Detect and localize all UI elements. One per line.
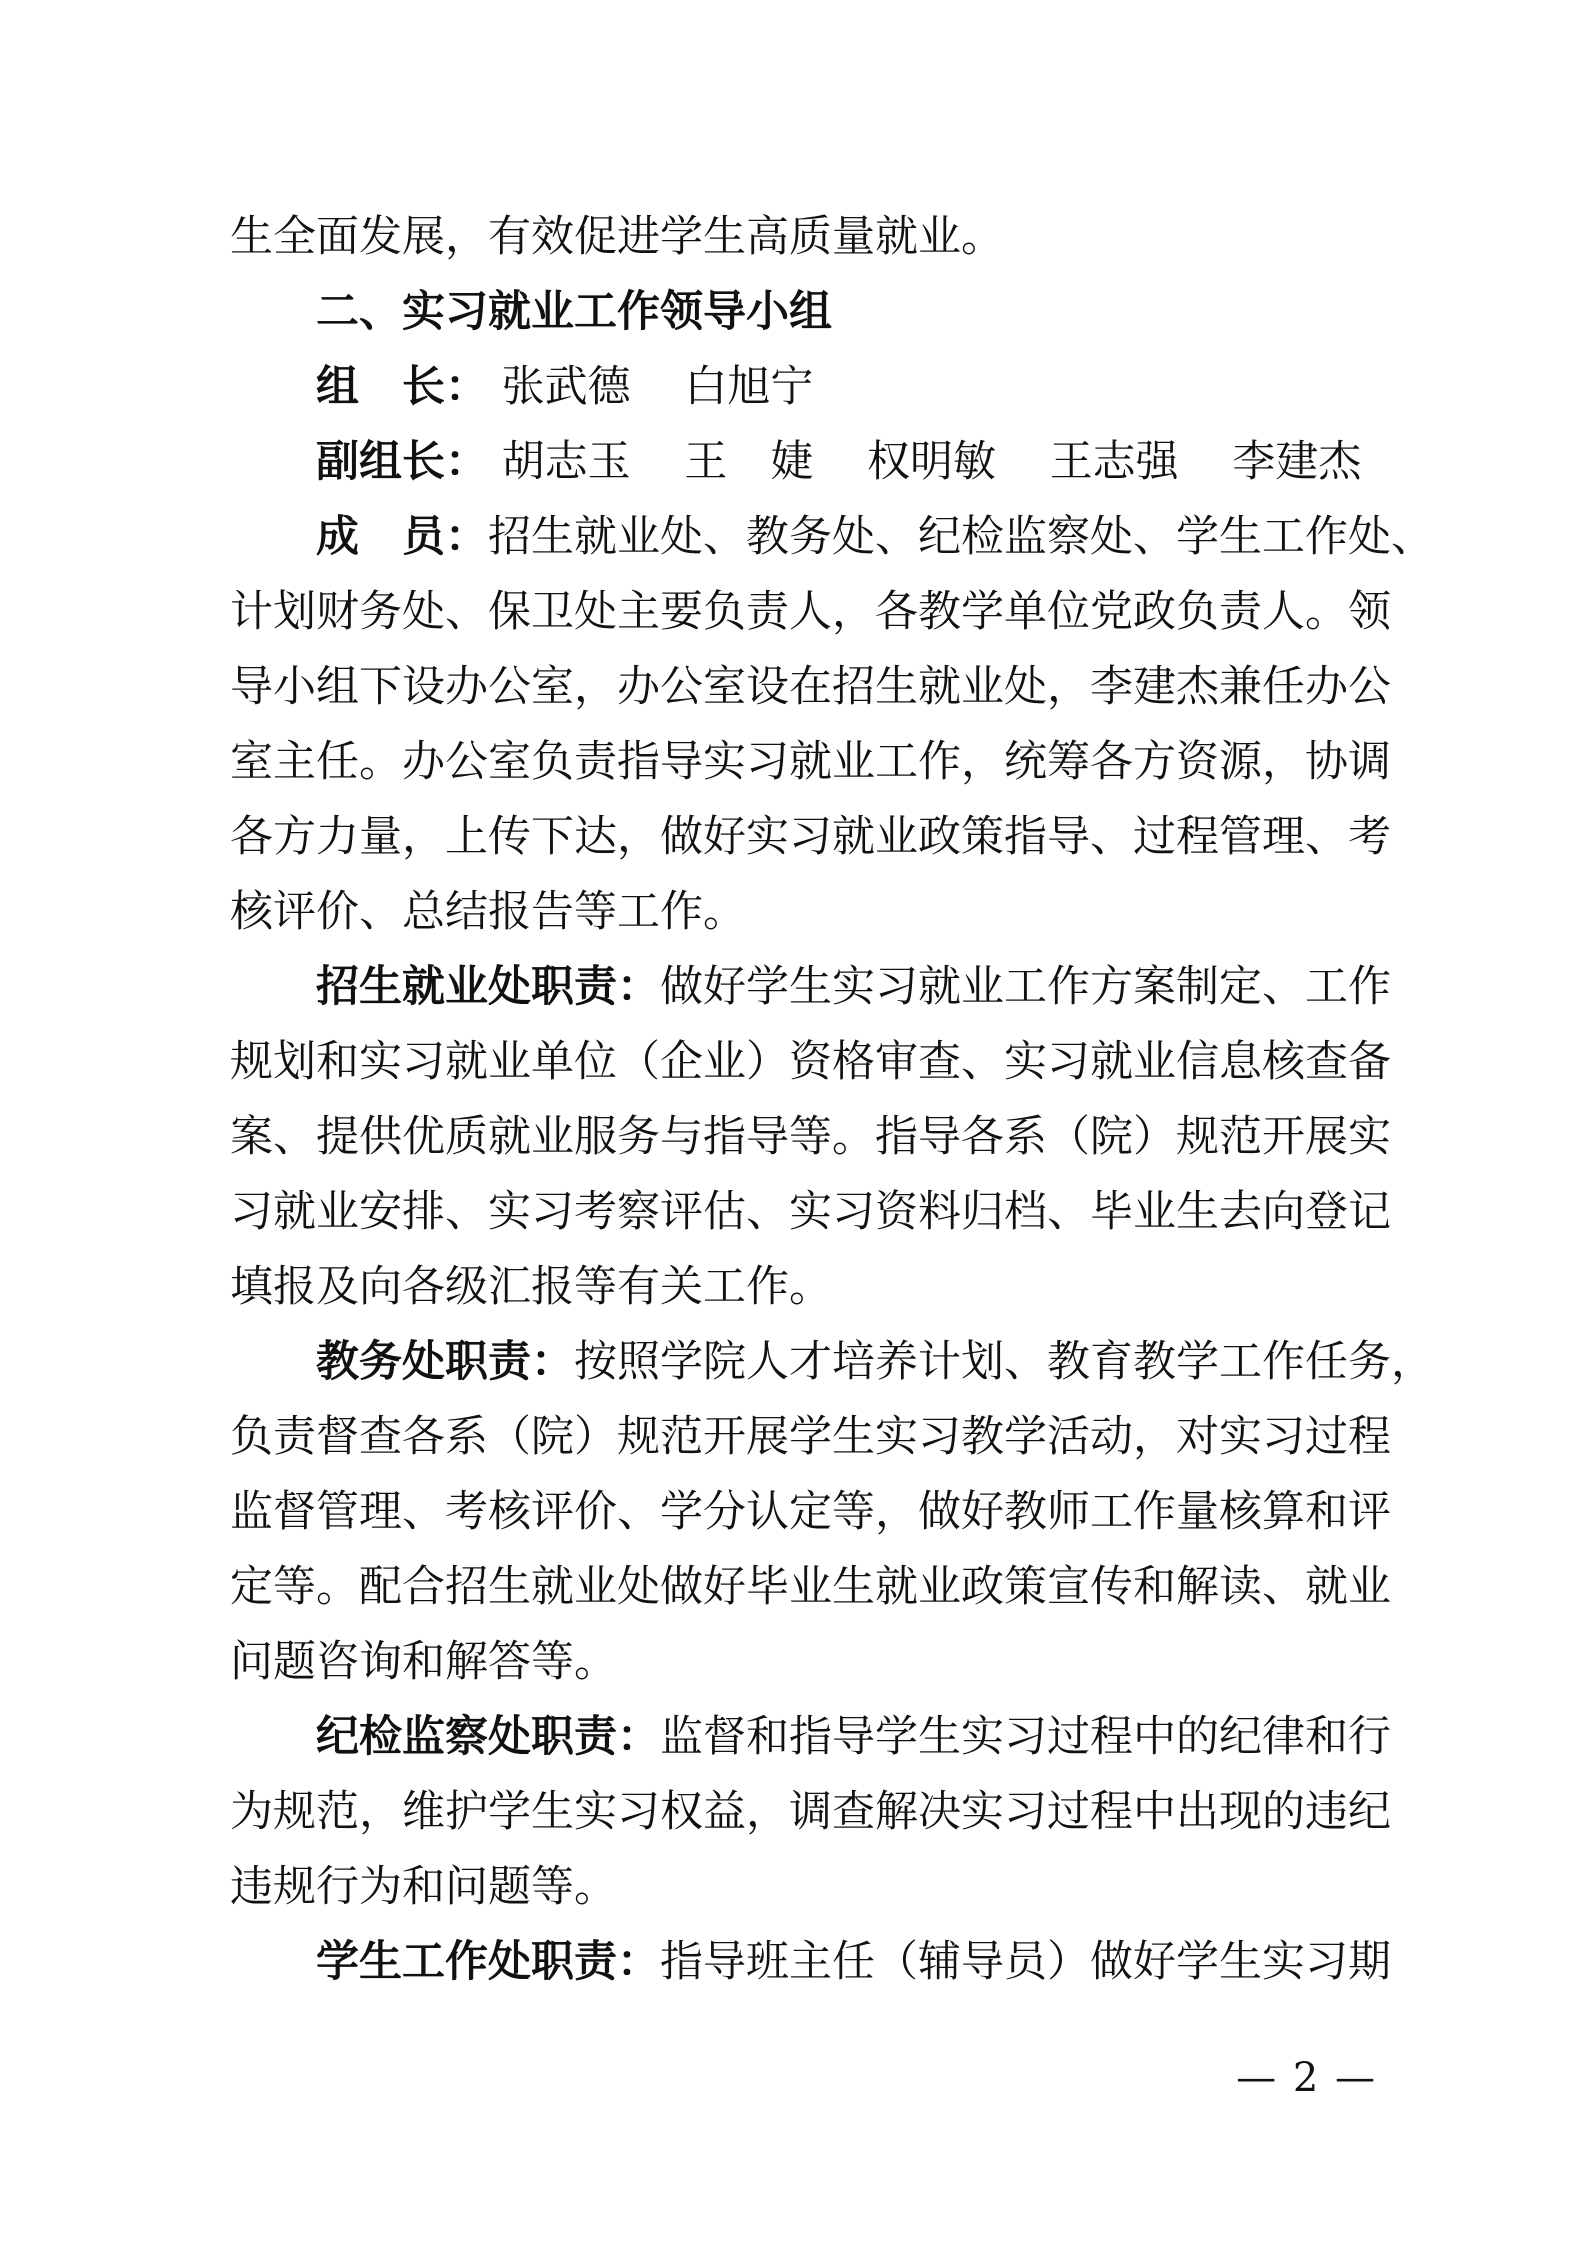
leader-line [230, 350, 1380, 425]
paragraph-line: 违规行为和问题等。 [230, 1862, 617, 1912]
paragraph-line: 问题咨询和解答等。 [230, 1637, 617, 1687]
admissions-duty-line [230, 950, 1391, 1025]
document-body [230, 200, 1434, 2000]
academic-affairs-duty-line [230, 1325, 1434, 1400]
student-affairs-duty-label: 学生工作处职责： [316, 1937, 660, 1987]
paragraph-line: 规划和实习就业单位（企业）资格审查、实习就业信息核查备 [230, 1037, 1391, 1087]
deputy-name: 李建杰 [1232, 437, 1362, 487]
paragraph-line: 导小组下设办公室，办公室设在招生就业处，李建杰兼任办公 [230, 662, 1391, 712]
deputy-name: 王志强 [1049, 437, 1179, 487]
deputy-leader-line [230, 425, 1380, 500]
discipline-duty-line [230, 1700, 1391, 1775]
paragraph-line: 各方力量，上传下达，做好实习就业政策指导、过程管理、考 [230, 812, 1391, 862]
deputy-leader-label: 副组长： [316, 437, 488, 487]
discipline-duty-text: 监督和指导学生实习过程中的纪律和行 [660, 1712, 1391, 1762]
paragraph-line: 生全面发展，有效促进学生高质量就业。 [230, 212, 1004, 262]
paragraph-line: 核评价、总结报告等工作。 [230, 887, 746, 937]
members-line [230, 500, 1434, 575]
paragraph-line: 习就业安排、实习考察评估、实习资料归档、毕业生去向登记 [230, 1187, 1391, 1237]
discipline-duty-label: 纪检监察处职责： [316, 1712, 660, 1762]
paragraph-line: 监督管理、考核评价、学分认定等，做好教师工作量核算和评 [230, 1487, 1391, 1537]
paragraph-line: 负责督查各系（院）规范开展学生实习教学活动，对实习过程 [230, 1412, 1391, 1462]
admissions-duty-text: 做好学生实习就业工作方案制定、工作 [660, 962, 1391, 1012]
academic-affairs-duty-label: 教务处职责： [316, 1337, 574, 1387]
academic-affairs-duty-text: 按照学院人才培养计划、教育教学工作任务， [574, 1337, 1434, 1387]
student-affairs-duty-line [230, 1925, 1391, 2000]
deputy-name: 王 婕 [684, 437, 814, 487]
leader-label: 组 长： [316, 362, 488, 412]
paragraph-line: 案、提供优质就业服务与指导等。指导各系（院）规范开展实 [230, 1112, 1391, 1162]
paragraph-line: 定等。配合招生就业处做好毕业生就业政策宣传和解读、就业 [230, 1562, 1391, 1612]
leader-name: 张武德 [501, 362, 631, 412]
paragraph-line: 计划财务处、保卫处主要负责人，各教学单位党政负责人。领 [230, 587, 1391, 637]
leader-name: 白旭宁 [684, 362, 814, 412]
members-text: 招生就业处、教务处、纪检监察处、学生工作处、 [488, 512, 1434, 562]
student-affairs-duty-text: 指导班主任（辅导员）做好学生实习期 [660, 1937, 1391, 1987]
paragraph-line: 室主任。办公室负责指导实习就业工作，统筹各方资源，协调 [230, 737, 1391, 787]
paragraph-line: 为规范，维护学生实习权益，调查解决实习过程中出现的违纪 [230, 1787, 1391, 1837]
deputy-name: 权明敏 [867, 437, 997, 487]
paragraph-line: 填报及向各级汇报等有关工作。 [230, 1262, 832, 1312]
admissions-duty-label: 招生就业处职责： [316, 962, 660, 1012]
deputy-name: 胡志玉 [501, 437, 631, 487]
members-label: 成 员： [316, 512, 488, 562]
section-heading: 二、实习就业工作领导小组 [316, 287, 832, 337]
page-number: — 2 — [1236, 2055, 1377, 2101]
